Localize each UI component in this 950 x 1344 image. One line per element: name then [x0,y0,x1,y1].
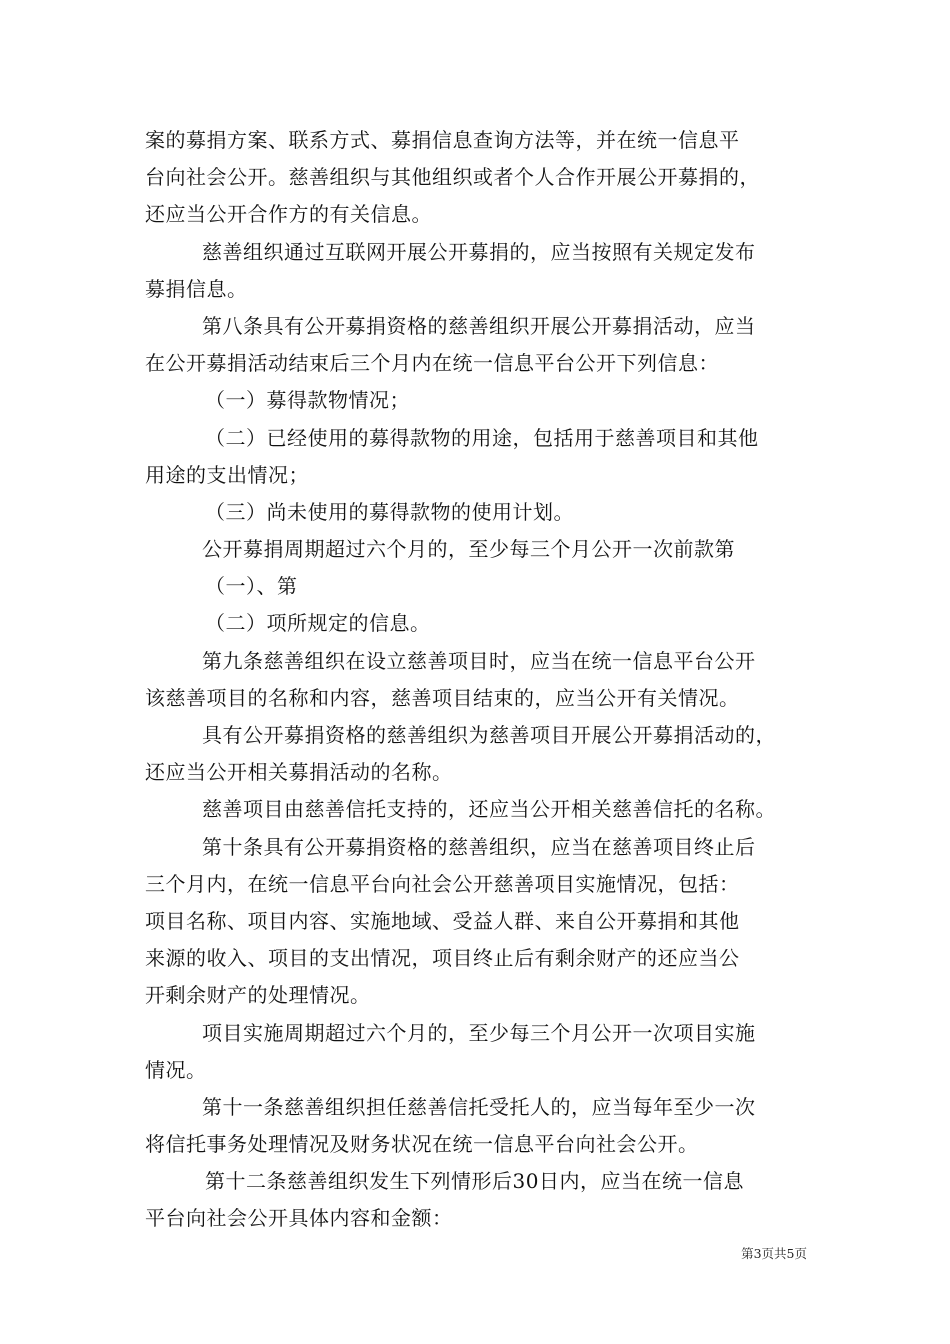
text-line: 还应当公开相关募捐活动的名称。 [145,760,453,785]
page-number: 第3页共5页 [741,1246,807,1261]
text-line: （三）尚未使用的募得款物的使用计划。 [205,499,574,524]
text-line: 项目实施周期超过六个月的，至少每三个月公开一次项目实施 [202,1020,756,1045]
document-body [145,122,815,1238]
text-line: 公开募捐周期超过六个月的，至少每三个月公开一次前款第 [202,537,735,562]
text-line: 该慈善项目的名称和内容，慈善项目结束的，应当公开有关情况。 [145,685,740,710]
text-line: 第九条慈善组织在设立慈善项目时，应当在统一信息平台公开 [202,648,756,673]
text-line: 三个月内，在统一信息平台向社会公开慈善项目实施情况，包括： [145,871,740,896]
text-line: 项目名称、项目内容、实施地域、受益人群、来自公开募捐和其他 [145,908,740,933]
text-line: 慈善项目由慈善信托支持的，还应当公开相关慈善信托的名称。 [202,797,776,822]
text-line: 第十一条慈善组织担任慈善信托受托人的，应当每年至少一次 [202,1094,756,1119]
text-line: 用途的支出情况； [145,462,309,487]
text-line: 将信托事务处理情况及财务状况在统一信息平台向社会公开。 [145,1132,699,1157]
text-line: （一）、第 [205,574,298,599]
text-line: （二）项所规定的信息。 [205,611,431,636]
text-line: 来源的收入、项目的支出情况，项目终止后有剩余财产的还应当公 [145,946,740,971]
text-line: 情况。 [145,1057,207,1082]
text-line: 第八条具有公开募捐资格的慈善组织开展公开募捐活动，应当 [202,313,756,338]
text-line: （一）募得款物情况； [205,388,410,413]
text-line: 在公开募捐活动结束后三个月内在统一信息平台公开下列信息： [145,351,719,376]
text-line: 第十条具有公开募捐资格的慈善组织，应当在慈善项目终止后 [202,834,756,859]
text-line: 平台向社会公开具体内容和金额： [145,1206,453,1231]
text-line: 台向社会公开。慈善组织与其他组织或者个人合作开展公开募捐的， [145,165,760,190]
text-line: 开剩余财产的处理情况。 [145,983,371,1008]
text-line: 第十二条慈善组织发生下列情形后30日内，应当在统一信息 [205,1169,744,1194]
text-line: （二）已经使用的募得款物的用途，包括用于慈善项目和其他 [205,425,759,450]
text-line: 还应当公开合作方的有关信息。 [145,202,432,227]
text-line: 具有公开募捐资格的慈善组织为慈善项目开展公开募捐活动的， [202,723,776,747]
text-line: 募捐信息。 [145,276,248,301]
text-line: 案的募捐方案、联系方式、募捐信息查询方法等，并在统一信息平 [145,128,740,152]
text-line: 慈善组织通过互联网开展公开募捐的，应当按照有关规定发布 [202,239,756,264]
